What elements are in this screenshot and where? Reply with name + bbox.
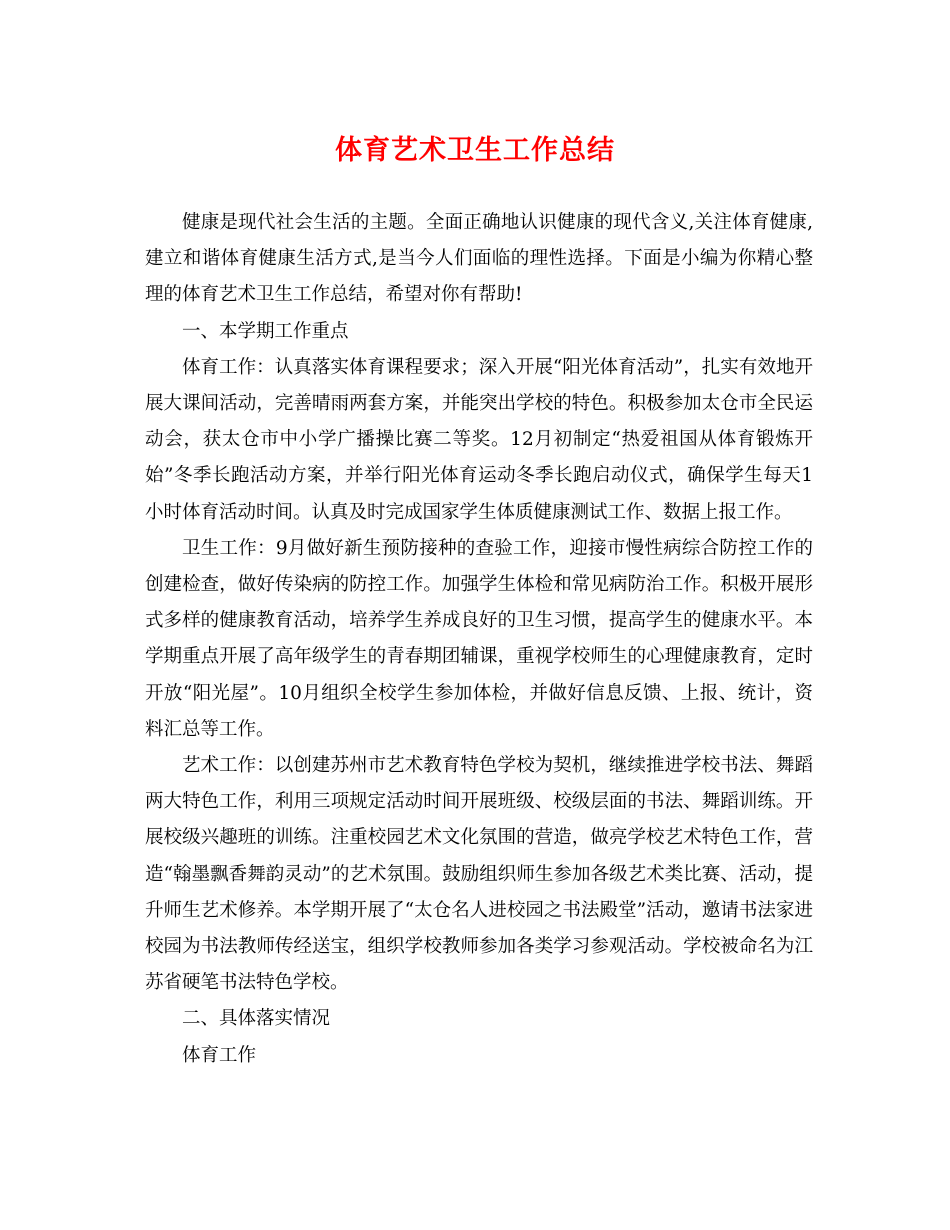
section-heading-2: 二、具体落实情况 [182,1008,331,1030]
document-title: 体育艺术卫生工作总结 [335,135,615,166]
subsection-heading-sports: 体育工作 [182,1044,257,1066]
document-body [145,205,813,1074]
art-work-paragraph: 艺术工作：以创建苏州市艺术教育特色学校为契机，继续推进学校书法、舞蹈两大特色工作，利用三项规定活动时间开展班级、校级层面的书法、舞蹈训练。开展校级兴趣班的训练。注重校园艺术文化氛围的营造，做亮学校艺术特色工作，营造“翰墨飘香舞韵灵动”的艺术氛围。鼓励组织师生参加各级艺术类比赛、活动，提升师生艺术修养。本学期开展了“太仓名人进校园之书法殿堂”活动，邀请书法家进校园为书法教师传经送宝，组织学校教师参加各类学习参观活动。学校被命名为江苏省硬笔书法特色学校。 [145,755,813,994]
health-work-paragraph: 卫生工作：9月做好新生预防接种的查验工作，迎接市慢性病综合防控工作的创建检查，做好传染病的防控工作。加强学生体检和常见病防治工作。积极开展形式多样的健康教育活动，培养学生养成良好的卫生习惯，提高学生的健康水平。本学期重点开展了高年级学生的青春期团辅课，重视学校师生的心理健康教育，定时开放“阳光屋”。10月组织全校学生参加体检，并做好信息反馈、上报、统计，资料汇总等工作。 [145,537,813,740]
intro-paragraph: 健康是现代社会生活的主题。全面正确地认识健康的现代含义,关注体育健康,建立和谐体育健康生活方式,是当今人们面临的理性选择。下面是小编为你精心整理的体育艺术卫生工作总结，希望对你有帮助! [145,212,813,306]
sports-work-paragraph: 体育工作：认真落实体育课程要求；深入开展“阳光体育活动”，扎实有效地开展大课间活动，完善晴雨两套方案，并能突出学校的特色。积极参加太仓市全民运动会，获太仓市中小学广播操比赛二等奖。12月初制定“热爱祖国从体育锻炼开始”冬季长跑活动方案，并举行阳光体育运动冬季长跑启动仪式，确保学生每天1小时体育活动时间。认真及时完成国家学生体质健康测试工作、数据上报工作。 [145,356,813,523]
section-heading-1: 一、本学期工作重点 [182,320,349,342]
